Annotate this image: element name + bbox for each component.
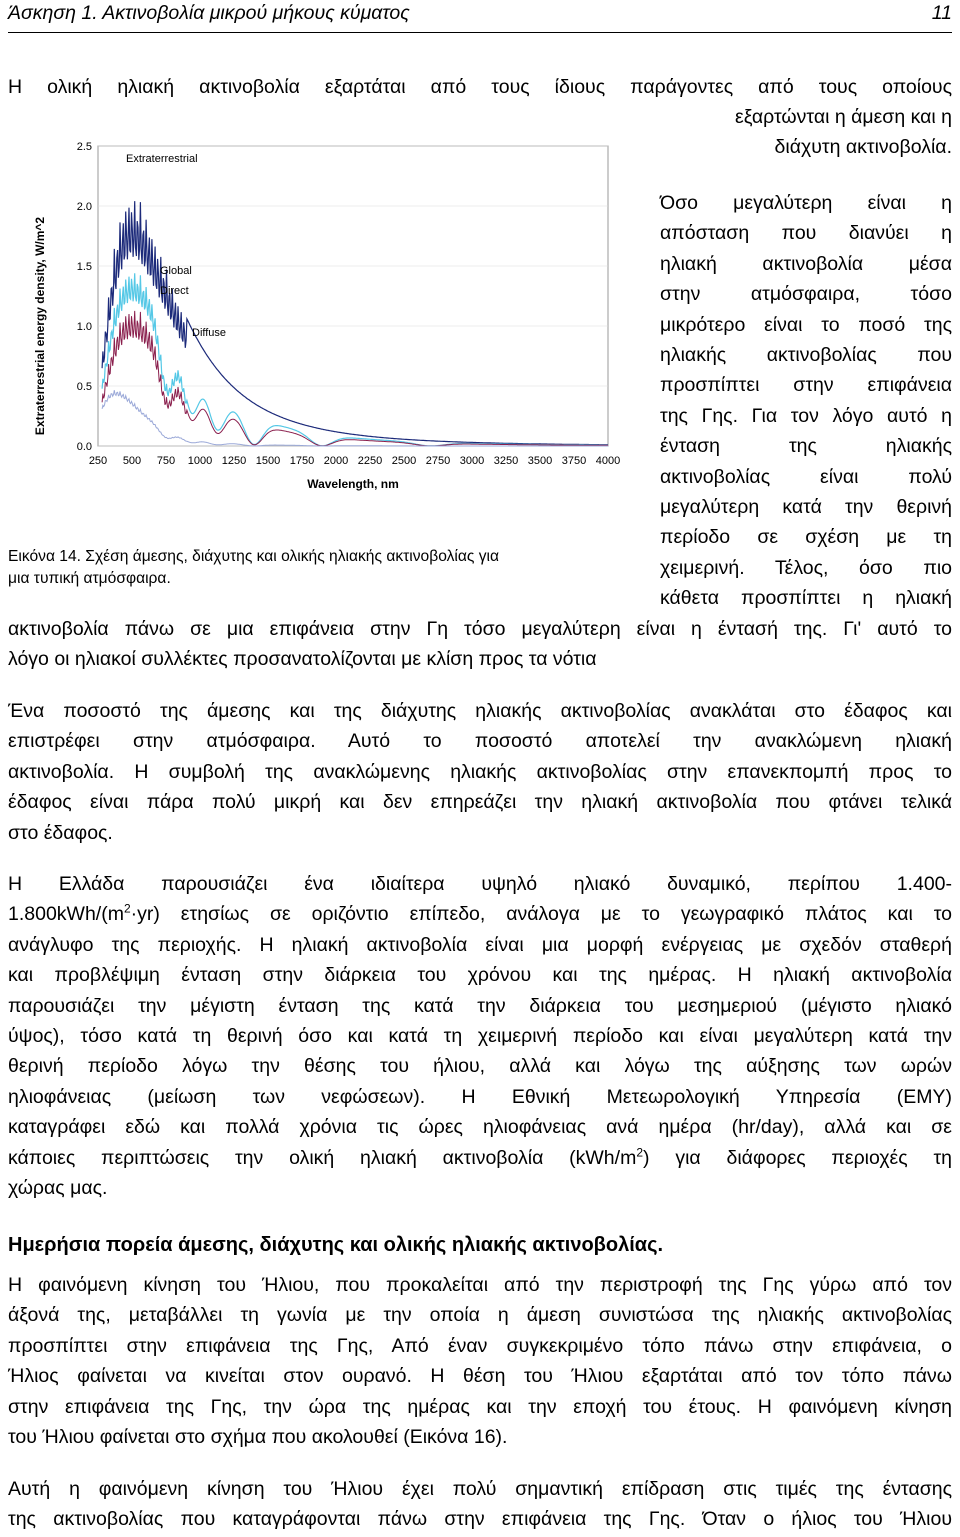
text-line: ανάγλυφο της περιοχής. Η ηλιακή ακτινοβολία είναι μια μορφή ενέργειας με σχεδόν σταθερή: [8, 933, 952, 956]
text-line: θερινή περίοδο λόγω την θέσης του ήλιου, αλλά και λόγω της αύξησης των ωρών: [8, 1055, 952, 1078]
page-header: [8, 2, 952, 30]
x-tick-label: 2500: [391, 455, 417, 467]
text-line: ύψος), τόσο κατά τη θερινή όσο και κατά τη χειμερινή περίοδο και είναι μεγαλύτερη κατά την: [8, 1024, 952, 1047]
x-tick-label: 3750: [561, 455, 587, 467]
paragraph-2-column: [660, 188, 952, 613]
label-direct: Direct: [160, 285, 189, 297]
text-line: Ένα ποσοστό της άμεσης και της διάχυτης ηλιακής ακτινοβολίας ανακλάται στο έδαφος και: [8, 700, 952, 722]
y-tick-label: 1.0: [76, 321, 92, 333]
x-tick-label: 1750: [289, 455, 315, 467]
x-tick-label: 3250: [493, 455, 519, 467]
curve-global: [102, 273, 608, 446]
label-diffuse: Diffuse: [192, 327, 227, 339]
y-tick-label: 0.0: [76, 441, 92, 453]
text-line: προσπίπτει στην επιφάνεια της Γης, Από έναν συγκεκριμένο τόπο πάνω στην επιφάνεια, ο: [8, 1334, 952, 1357]
paragraph-2-full: ακτινοβολία πάνω σε μια επιφάνεια στην Γη τόσο μεγαλύτερη είναι η έντασή της. Γι' αυτό το λόγο οι ηλιακοί συλλέκτες προσανατολίζονται με κλίση προς τα νότια: [8, 618, 952, 671]
x-tick-label: 750: [156, 455, 176, 467]
x-ticks: [89, 455, 620, 467]
x-tick-label: 3500: [527, 455, 553, 467]
text-line: καταγράφει εδώ και πολλά χρόνια τις ώρες ηλιοφάνειας ανά ημέρα (hr/day), αλλά και σε: [8, 1116, 952, 1139]
paragraph-1-line-1: Η ολική ηλιακή ακτινοβολία εξαρτάται από τους ίδιους παράγοντες από τους οποίους: [8, 76, 952, 98]
spectrum-figure: [18, 126, 628, 546]
x-tick-label: 4000: [595, 455, 621, 467]
text-line: προσπίπτει στην επιφάνεια: [660, 374, 952, 397]
text-line: ηλιοφάνειας (μείωση των νεφώσεων). Η Εθνική Μετεωρολογική Υπηρεσία (ΕΜΥ): [8, 1085, 952, 1108]
paragraph-5: [8, 1270, 952, 1452]
paragraph-3: [8, 696, 952, 848]
curve-direct: [102, 311, 608, 446]
text-line: Ήλιος φαίνεται να κινείται στον ουρανό. Η θέση του Ήλιου εξαρτάται από τον τόπο πάνω: [8, 1365, 952, 1388]
y-axis-label: Extraterrestrial energy density, W/m^2: [33, 216, 47, 436]
paragraph-6: [8, 1474, 952, 1535]
x-tick-label: 2000: [323, 455, 349, 467]
text-line: χειμερινή. Τέλος, όσο πιο: [660, 556, 952, 579]
y-ticks: [77, 141, 608, 453]
text-line: απόσταση που διανύει η: [660, 222, 952, 245]
x-tick-label: 500: [122, 455, 142, 467]
text-line: Όσο μεγαλύτερη είναι η: [660, 192, 952, 214]
text-line: περίοδο σε σχέση με τη: [660, 526, 952, 549]
x-axis-label: Wavelength, nm: [307, 477, 399, 491]
text-line: ένταση της ηλιακής: [660, 435, 952, 458]
text-line: στην επιφάνεια της Γης, την ώρα της ημέρας και την εποχή του έτους. Η φαινόμενη κίνηση: [8, 1395, 952, 1418]
text-line: του Ήλιου φαίνεται στο σχήμα που ακολουθεί (Εικόνα 16).: [8, 1425, 508, 1448]
x-tick-label: 1500: [255, 455, 281, 467]
x-tick-label: 250: [88, 455, 108, 467]
header-title: Άσκηση 1. Ακτινοβολία μικρού μήκους κύματος: [8, 2, 410, 24]
y-tick-label: 0.5: [76, 381, 92, 393]
text-line: και προβλέψιμη ένταση στην διάρκεια του χρόνου και της ημέρας. Η ηλιακή ακτινοβολία: [8, 964, 952, 987]
text-line: στο έδαφος.: [8, 821, 113, 844]
x-tick-label: 3000: [459, 455, 485, 467]
text-line: παρουσιάζει την μέγιστη ένταση της κατά την διάρκεια του μεσημεριού (μέγιστο ηλιακό: [8, 994, 952, 1017]
label-extraterrestrial: Extraterrestrial: [126, 153, 198, 165]
spectral-curves: [102, 201, 608, 446]
text-line: ακτινοβολίας είναι πολύ: [660, 465, 952, 488]
x-tick-label: 2250: [357, 455, 383, 467]
text-line: κάθετα προσπίπτει η ηλιακή: [660, 587, 952, 610]
text-line: ακτινοβολία. Η συμβολή της ανακλώμενης ηλιακής ακτινοβολίας στην επανεκπομπή προς το: [8, 760, 952, 783]
text-line: της Γης. Για τον λόγο αυτό η: [660, 404, 952, 427]
text-line: στην ατμόσφαιρα, τόσο: [660, 283, 952, 306]
curve-extraterrestrial: [102, 201, 608, 445]
y-tick-label: 2.0: [76, 201, 92, 213]
x-tick-label: 1250: [221, 455, 247, 467]
paragraph-4: Η Ελλάδα παρουσιάζει ένα ιδιαίτερα υψηλό ηλιακό δυναμικό, περίπου 1.400- $1.800kWh/(m^2\cdot yr)$ ετησίως σε οριζόντιο επίπεδο, ανάλογα με το γεωγραφικό πλάτος και το ανάγλυφο της περιοχής. Η ηλιακή ακτινοβολία είναι μια μορφή ενέργειας με σχεδόν σταθερή και προβλέψιμη ένταση στην διάρκεια του χρόνου και της ημέρας. Η ηλιακή ακτινοβολία παρουσιάζει την μέγιστη ένταση της κατά την διάρκεια του μεσημεριού (μέγιστο ηλιακό ύψος), τόσο κατά τη θερινή όσο και κατά τη χειμερινή περίοδο και είναι μεγαλύτερη κατά την θερινή περίοδο λόγω την θέσης του ήλιου, αλλά και λόγω της αύξησης των ωρών ηλιοφάνειας (μείωση των νεφώσεων). Η Εθνική Μετεωρολογική Υπηρεσία (ΕΜΥ) καταγράφει εδώ και πολλά χρόνια τις ώρες ηλιοφάνειας ανά ημέρα (hr/day), αλλά και σε κάποιες περιπτώσεις την ολική ηλιακή ακτινοβολία $(kWh/m^2)$ για διάφορες περιοχές τη χώρας μας.: [8, 873, 952, 1199]
page-number: 11: [931, 2, 952, 24]
text-line: άξονά της, μεταβάλλει τη γωνία με την οποία η άμεση συνιστώσα της ηλιακής ακτινοβολίας: [8, 1304, 952, 1327]
text-line: ηλιακής ακτινοβολίας που: [660, 343, 952, 366]
x-tick-label: 1000: [187, 455, 213, 467]
header-divider: [8, 32, 952, 33]
y-tick-label: 2.5: [76, 141, 92, 153]
text-line: μεγαλύτερη κατά την θερινή: [660, 495, 952, 518]
text-line: Αυτή η φαινόμενη κίνηση του Ήλιου έχει πολύ σημαντική επίδραση στις τιμές της έντασης: [8, 1478, 952, 1500]
text-line: έδαφος είναι πάρα πολύ μικρή και δεν επηρεάζει την ηλιακή ακτινοβολία που φτάνει τελικά: [8, 791, 952, 814]
spectrum-chart: [18, 126, 628, 546]
figure-caption: Εικόνα 14. Σχέση άμεσης, διάχυτης και ολικής ηλιακής ακτινοβολίας για μια τυπική ατμόσφαιρα.: [8, 548, 499, 587]
label-global: Global: [160, 265, 192, 277]
y-tick-label: 1.5: [76, 261, 92, 273]
x-tick-label: 2750: [425, 455, 451, 467]
section-heading: Ημερήσια πορεία άμεσης, διάχυτης και ολικής ηλιακής ακτινοβολίας.: [8, 1234, 664, 1256]
text-line: Η φαινόμενη κίνηση του Ήλιου, που προκαλείται από την περιστροφή της Γης γύρω από τον: [8, 1274, 952, 1296]
text-line: ηλιακή ακτινοβολία μέσα: [660, 252, 952, 275]
text-line: επιστρέφει στην ατμόσφαιρα. Αυτό το ποσοστό αποτελεί την ανακλώμενη ηλιακή: [8, 730, 952, 753]
text-line: μικρότερο είναι το ποσό της: [660, 313, 952, 336]
paragraph-1-rest: εξαρτώνται η άμεση και η διάχυτη ακτινοβολία.: [735, 106, 952, 159]
text-line: της ακτινοβολίας που καταγράφονται πάνω στην επιφάνεια της Γης. Όταν ο ήλιος του Ήλιου: [8, 1508, 952, 1531]
